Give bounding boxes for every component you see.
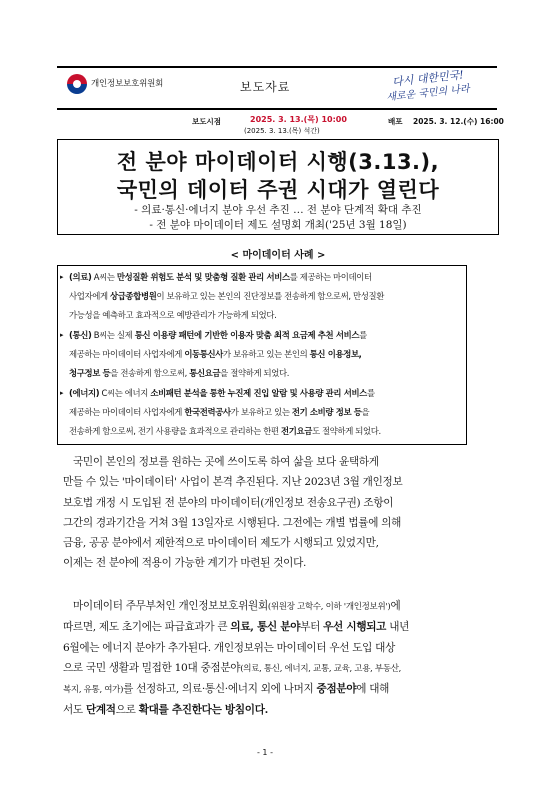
distribution-label: 배포: [388, 117, 403, 126]
paragraph-note: (의료, 통신, 에너지, 교통, 교육, 고용, 부동산,: [240, 663, 402, 674]
paragraph-text: 부터: [300, 621, 324, 634]
case-text: A씨는: [91, 272, 117, 282]
cases-heading: < 마이데이터 사례 >: [230, 250, 326, 261]
case-energy: [60, 384, 464, 441]
release-print-time: (2025. 3. 13.(목) 석간): [244, 127, 320, 135]
headline-line1: 전 분야 마이데이터 시행(3.13.),: [116, 150, 440, 174]
subtitle-line2: - 전 분야 마이데이터 제도 설명회 개최('25년 3월 18일): [149, 219, 407, 231]
body-paragraph-2: [63, 596, 503, 721]
case-text: 을 전송하게 함으로써,: [110, 368, 190, 378]
bullet-arrow-icon: ▸: [60, 273, 64, 281]
bullet-arrow-icon: ▸: [60, 331, 64, 339]
paragraph-text: 마이데이터 주무부처인 개인정보보호위원회: [73, 600, 268, 612]
paragraph-emphasis: 중점분야: [316, 683, 357, 696]
case-text: 을: [361, 407, 370, 417]
paragraph-text: 를 선정하고, 의료·통신·에너지 외에 나머지: [123, 683, 317, 696]
case-text: 을 절약하게 되었다.: [220, 368, 290, 378]
case-text: 가능성을 예측하고 효과적으로 예방관리가 가능하게 되었다.: [69, 310, 277, 320]
case-tag: (에너지): [69, 388, 100, 398]
case-highlight: 한국전력공사: [184, 407, 231, 417]
paragraph-line: 보호법 개정 시 도입된 전 분야의 마이데이터(개인정보 전송요구권) 조항이: [63, 496, 394, 509]
case-text: 를: [359, 330, 367, 340]
document-type: 보도자료: [240, 80, 291, 94]
release-label: 보도시점: [192, 117, 221, 126]
organization-name: 개인정보보호위원회: [91, 79, 164, 89]
case-medical: [60, 268, 464, 325]
paragraph-line: 금융, 공공 분야에서 제한적으로 마이데이터 제도가 시행되고 있었지만,: [63, 537, 379, 550]
headline-line2: 국민의 데이터 주권 시대가 열린다: [116, 178, 440, 202]
paragraph-text: 서도: [63, 704, 86, 717]
paragraph-line: 이제는 전 분야에 적용이 가능한 계기가 마련된 것이다.: [63, 557, 307, 570]
release-time: 2025. 3. 13.(목) 10:00: [250, 115, 347, 124]
case-highlight: 전기요금: [281, 426, 312, 436]
slogan-line2: 새로운 국민의 나라: [385, 83, 471, 104]
distribution-time: 2025. 3. 12.(수) 16:00: [413, 117, 504, 126]
paragraph-text: 으로 국민 생활과 밀접한 10대 중점분야: [63, 661, 241, 674]
paragraph-text: 에: [390, 600, 401, 612]
paragraph-emphasis: 단계적: [85, 704, 116, 717]
case-text: 가 보유하고 있는 본인의: [223, 349, 310, 359]
case-text: 전송하게 함으로써, 전기 사용량을 효과적으로 관리하는 한편: [69, 426, 282, 436]
case-text: 이 보유하고 있는 본인의 진단정보를 전송하게 함으로써, 만성질환: [156, 291, 384, 301]
case-text: 제공하는 마이데이터 사업자에게: [69, 407, 185, 417]
paragraph-text: 으로: [115, 704, 139, 717]
case-text: 가 보유하고 있는: [230, 407, 292, 417]
case-highlight: 통신요금: [189, 368, 221, 378]
case-highlight: 통신 이용정보,: [309, 349, 362, 359]
government-emblem-icon: [67, 74, 87, 94]
paragraph-emphasis: 우선 시행되고: [323, 621, 387, 634]
case-text: 를 제공하는 마이데이터: [289, 272, 372, 282]
paragraph-text: 6월에는 에너지 분야가 추가된다. 개인정보위는 마이데이터 우선 도입 대상: [63, 641, 396, 654]
paragraph-text: 내년: [386, 621, 410, 634]
case-text: 를: [366, 388, 375, 398]
case-highlight: 만성질환 위험도 분석 및 맞춤형 질환 관리 서비스: [116, 272, 290, 282]
paragraph-note: 복지, 유통, 여가): [63, 685, 124, 696]
body-paragraph-1: [63, 452, 503, 574]
case-highlight: 통신 이용량 패턴에 기반한 이용자 맞춤 최적 요금제 추천 서비스: [134, 330, 360, 340]
case-highlight: 상급종합병원: [110, 291, 157, 301]
paragraph-emphasis: 확대를 추진한다는 방침이다.: [138, 704, 269, 717]
paragraph-emphasis: 의료, 통신 분야: [230, 621, 301, 634]
slogan-line1: 다시 대한민국!: [391, 68, 465, 89]
case-text: B씨는 실제: [91, 330, 135, 340]
case-highlight: 소비패턴 분석을 통한 누진제 진입 알람 및 사용량 관리 서비스: [150, 388, 367, 398]
paragraph-text: 따르면, 제도 초기에는 파급효과가 큰: [63, 621, 231, 634]
paragraph-note: (위원장 고학수, 이하 '개인정보위'): [267, 602, 391, 612]
case-tag: (통신): [69, 330, 92, 340]
paragraph-text: 에 대해: [356, 683, 390, 696]
slogan-logo: [380, 66, 490, 106]
paragraph-line: 국민이 본인의 정보를 원하는 곳에 쓰이도록 하여 삶을 보다 윤택하게: [73, 456, 379, 468]
page-number: - 1 -: [257, 748, 273, 757]
case-text: 사업자에게: [69, 291, 111, 301]
case-highlight: 전기 소비량 정보 등: [291, 407, 362, 417]
case-highlight: 청구정보 등: [69, 368, 111, 378]
case-text: 제공하는 마이데이터 사업자에게: [69, 349, 185, 359]
paragraph-line: 그간의 경과기간을 거쳐 3월 13일자로 시행된다. 그전에는 개별 법률에 의해: [63, 516, 402, 529]
subtitle-line1: - 의료·통신·에너지 분야 우선 추진 … 전 분야 단계적 확대 추진: [134, 204, 422, 216]
case-highlight: 이동통신사: [184, 349, 224, 359]
case-text: 도 절약하게 되었다.: [311, 426, 381, 436]
paragraph-line: 만들 수 있는 '마이데이터' 사업이 본격 추진된다. 지난 2023년 3월 개인정보: [63, 476, 403, 489]
bullet-arrow-icon: ▸: [60, 389, 64, 397]
case-telecom: [60, 326, 464, 383]
case-tag: (의료): [69, 272, 92, 282]
case-text: C씨는 에너지: [99, 388, 151, 398]
